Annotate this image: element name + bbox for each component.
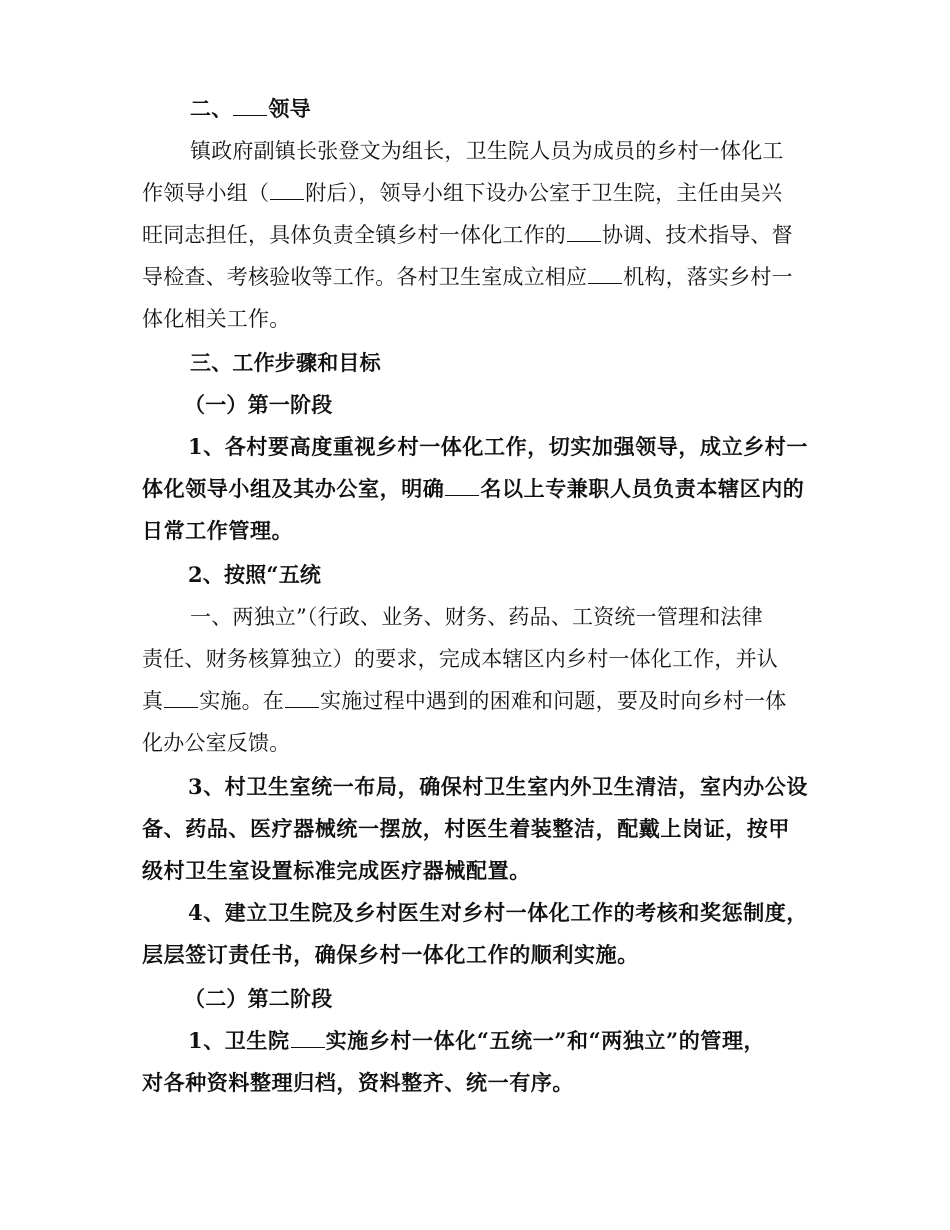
text-span: 化办公室反馈。 [142, 731, 291, 755]
fill-in-blank [285, 689, 319, 708]
text-span: 旺同志担任，具体负责全镇乡村一体化工作的 [142, 223, 566, 247]
text-span: 日常工作管理。 [142, 518, 294, 543]
text-span: 1、各村要高度重视乡村一体化工作，切实加强领导，成立乡村一 [188, 434, 809, 459]
paragraph-line [142, 645, 950, 673]
subsection-heading-stage-two [184, 985, 950, 1013]
fill-in-blank [164, 689, 198, 708]
text-span: 二、 [190, 96, 233, 121]
text-span: 镇政府副镇长张登文为组长，卫生院人员为成员的乡村一体化工 [190, 139, 784, 163]
paragraph-line [142, 221, 950, 249]
fill-in-blank [445, 477, 479, 496]
paragraph-line [190, 603, 950, 631]
text-span: 协调、技术指导、督 [602, 223, 793, 247]
paragraph-line [142, 857, 950, 885]
text-span: 体化相关工作。 [142, 307, 291, 331]
text-span: （一）第一阶段 [184, 392, 333, 417]
text-span: 名以上专兼职人员负责本辖区内的 [480, 476, 805, 501]
section-heading-leadership [190, 95, 950, 123]
paragraph-line [142, 687, 950, 715]
text-span: 4、建立卫生院及乡村医生对乡村一体化工作的考核和奖惩制度， [188, 900, 809, 925]
fill-in-blank [588, 265, 622, 284]
text-span: 作领导小组（ [142, 181, 270, 205]
text-span: 2、按照“五统 [188, 562, 322, 587]
fill-in-blank [233, 97, 267, 116]
fill-in-blank [291, 1029, 325, 1048]
text-span: 实施乡村一体化“五统一”和“两独立”的管理， [325, 1028, 766, 1053]
paragraph-line [142, 475, 950, 503]
text-span: 级村卫生室设置标准完成医疗器械配置。 [142, 858, 531, 883]
text-span: 三、工作步骤和目标 [190, 350, 381, 375]
text-span: 真 [142, 689, 164, 713]
paragraph-line [188, 773, 950, 801]
text-span: 1、卫生院 [188, 1028, 290, 1053]
text-span: （二）第二阶段 [184, 986, 333, 1011]
paragraph-line [188, 899, 950, 927]
paragraph-line [190, 137, 950, 165]
text-span: 层层签订责任书，确保乡村一体化工作的顺利实施。 [142, 942, 639, 967]
text-span: 附后），领导小组下设办公室于卫生院，主任由吴兴 [305, 181, 783, 205]
subsection-heading-stage-one [184, 391, 950, 419]
paragraph-line [142, 305, 950, 333]
paragraph-line [142, 263, 950, 291]
text-span: 领导 [268, 96, 311, 121]
paragraph-line [142, 517, 950, 545]
paragraph-line [188, 433, 950, 461]
text-span: 对各种资料整理归档，资料整齐、统一有序。 [142, 1070, 574, 1095]
paragraph-line [188, 561, 950, 589]
fill-in-blank [270, 181, 304, 200]
text-span: 备、药品、医疗器械统一摆放，村医生着装整洁，配戴上岗证，按甲 [142, 816, 790, 841]
paragraph-line [188, 1027, 950, 1055]
paragraph-line [142, 1069, 950, 1097]
text-span: 实施过程中遇到的困难和问题，要及时向乡村一体 [320, 689, 787, 713]
text-span: 责任、财务核算独立）的要求，完成本辖区内乡村一体化工作，并认 [142, 647, 778, 671]
section-heading-steps [190, 349, 950, 377]
paragraph-line [142, 729, 950, 757]
text-span: 一、两独立”（行政、业务、财务、药品、工资统一管理和法律 [190, 605, 763, 629]
paragraph-line [142, 815, 950, 843]
text-span: 导检查、考核验收等工作。各村卫生室成立相应 [142, 265, 588, 289]
paragraph-line [142, 179, 950, 207]
text-span: 实施。在 [199, 689, 285, 713]
text-span: 体化领导小组及其办公室，明确 [142, 476, 445, 501]
text-span: 机构，落实乡村一 [623, 265, 793, 289]
paragraph-line [142, 941, 950, 969]
fill-in-blank [567, 223, 601, 242]
text-span: 3、村卫生室统一布局，确保村卫生室内外卫生清洁，室内办公设 [188, 774, 809, 799]
